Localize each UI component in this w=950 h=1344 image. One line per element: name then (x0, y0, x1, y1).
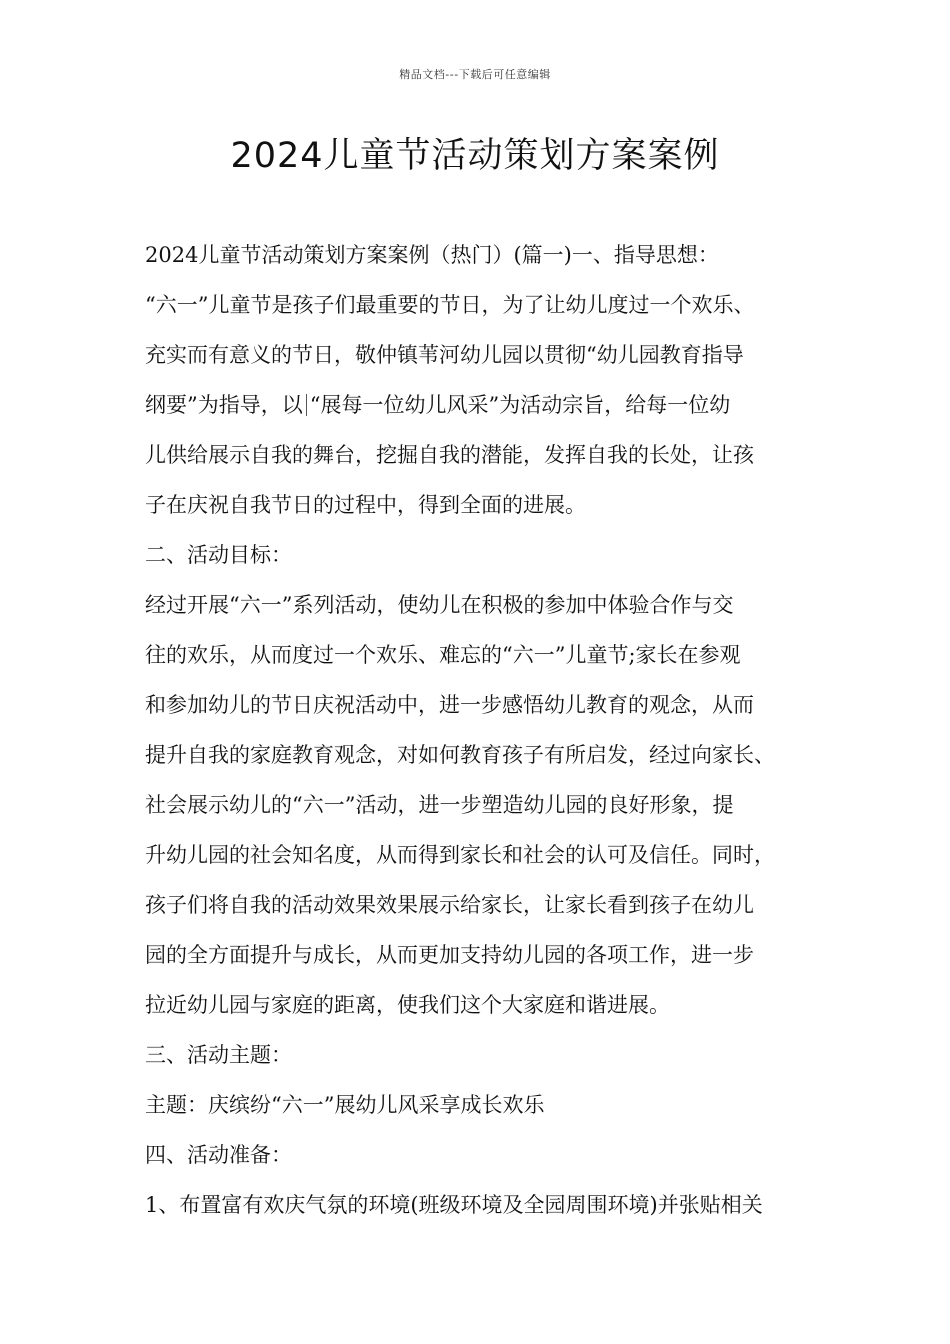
body-line: 社会展示幼儿的“六一”活动，进一步塑造幼儿园的良好形象，提 (145, 793, 734, 817)
section-heading: 三、活动主题： (145, 1043, 292, 1067)
body-line: 园的全方面提升与成长，从而更加支持幼儿园的各项工作，进一步 (145, 943, 754, 967)
body-line: 拉近幼儿园与家庭的距离，使我们这个大家庭和谐进展。 (145, 993, 670, 1017)
body-line-segment: 纲要”为指导，以 (145, 393, 303, 417)
body-line-segment: “展每一位幼儿风采”为活动宗旨，给每一位幼 (309, 393, 731, 417)
body-line: 经过开展“六一”系列活动，使幼儿在积极的参加中体验合作与交 (145, 593, 734, 617)
body-line (145, 380, 845, 430)
body-line: 充实而有意义的节日，敬仲镇苇河幼儿园以贯彻“幼儿园教育指导 (145, 343, 744, 367)
body-line: 1、布置富有欢庆气氛的环境(班级环境及全园周围环境)并张贴相关 (145, 1193, 763, 1217)
body-line: 主题：庆缤纷“六一”展幼儿风采享成长欢乐 (145, 1093, 545, 1117)
body-line: 往的欢乐，从而度过一个欢乐、难忘的“六一”儿童节;家长在参观 (145, 643, 741, 667)
section-heading: 二、活动目标： (145, 543, 292, 567)
document-body (145, 230, 845, 1230)
body-line: “六一”儿童节是孩子们最重要的节日，为了让幼儿度过一个欢乐、 (145, 293, 755, 317)
body-line: 提升自我的家庭教育观念，对如何教育孩子有所启发，经过向家长、 (145, 743, 775, 767)
body-line: 升幼儿园的社会知名度，从而得到家长和社会的认可及信任。同时， (145, 843, 775, 867)
body-line: 孩子们将自我的活动效果效果展示给家长，让家长看到孩子在幼儿 (145, 893, 754, 917)
body-line: 和参加幼儿的节日庆祝活动中，进一步感悟幼儿教育的观念，从而 (145, 693, 754, 717)
body-line: 子在庆祝自我节日的过程中，得到全面的进展。 (145, 493, 586, 517)
page-header-note: 精品文档---下载后可任意编辑 (399, 68, 551, 81)
document-title: 2024儿童节活动策划方案案例 (230, 136, 720, 176)
body-line: 儿供给展示自我的舞台，挖掘自我的潜能，发挥自我的长处，让孩 (145, 443, 754, 467)
section-heading: 四、活动准备： (145, 1143, 292, 1167)
body-line: 2024儿童节活动策划方案案例（热门）(篇一)一、指导思想： (145, 243, 719, 267)
text-cursor (306, 394, 307, 416)
